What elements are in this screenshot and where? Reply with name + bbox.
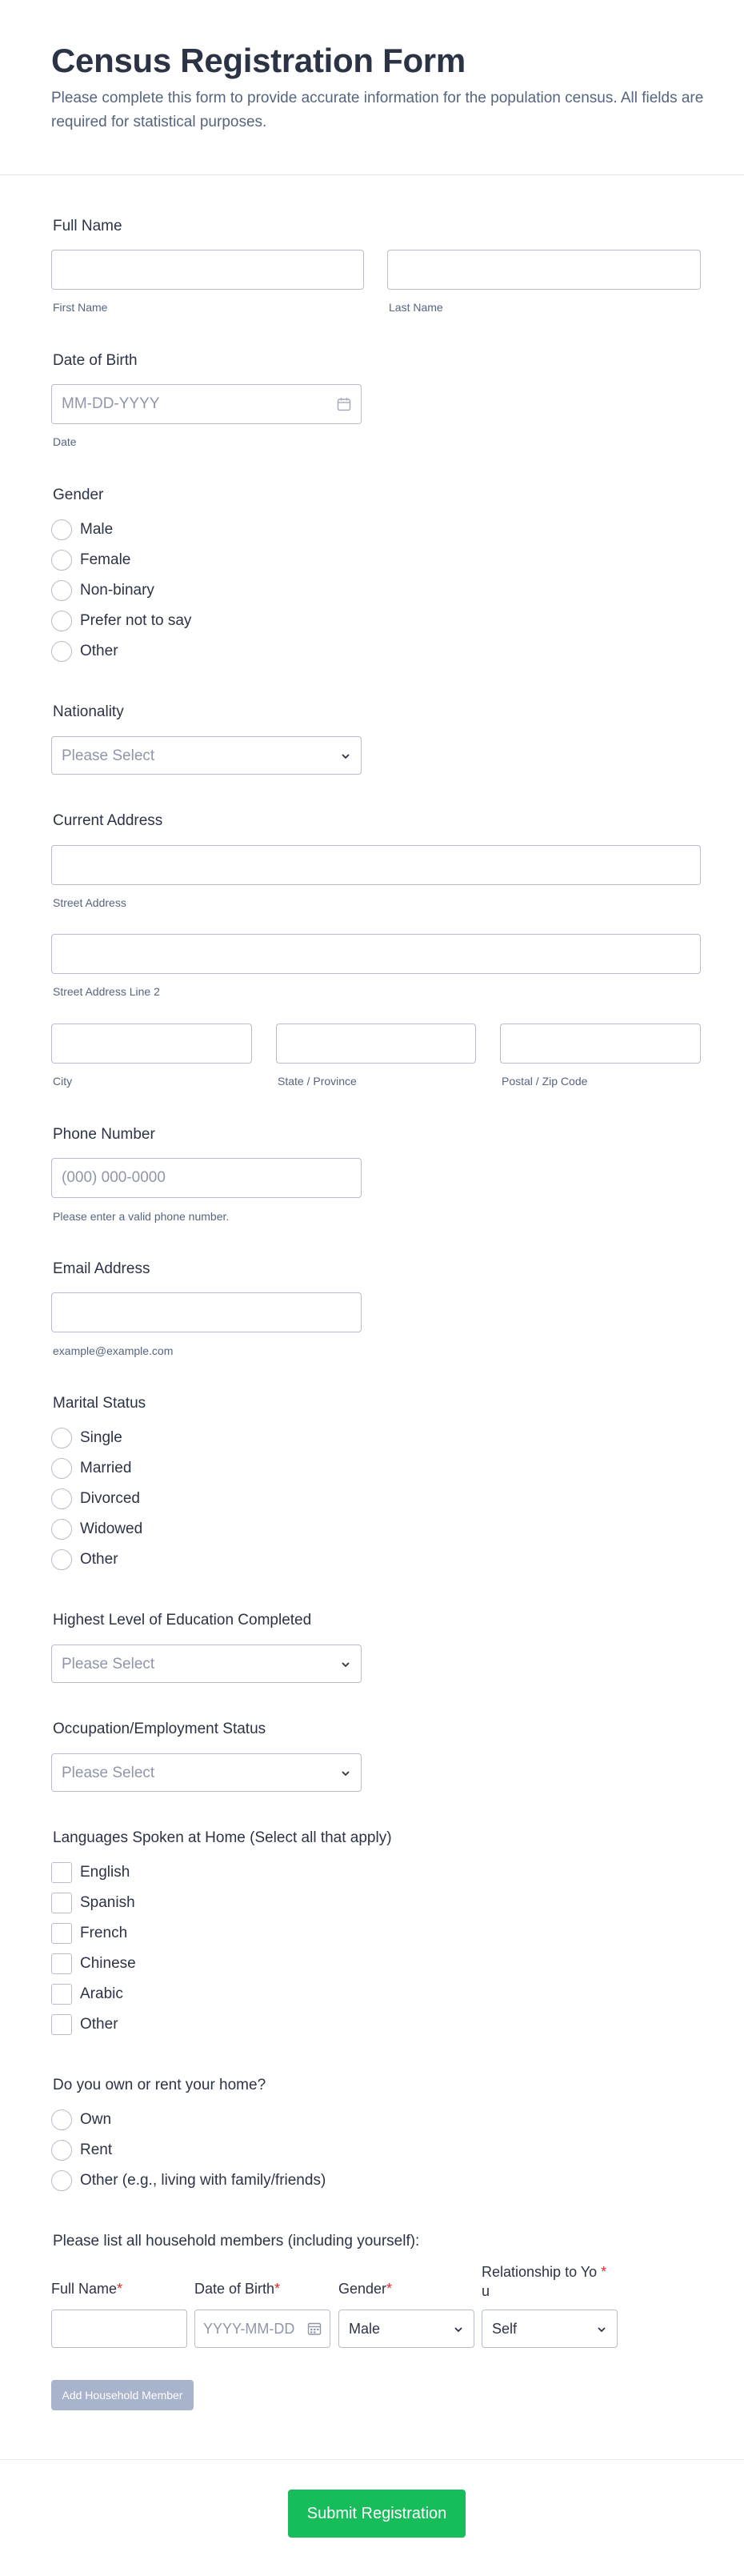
- radio-button[interactable]: [51, 580, 72, 601]
- submit-registration-button[interactable]: Submit Registration: [288, 2490, 466, 2538]
- option-label: French: [80, 1925, 128, 1941]
- form-subtitle: Please complete this form to provide accurate information for the population census. All fields are required for statistical purposes.: [51, 90, 704, 130]
- required-mark: *: [386, 2281, 393, 2297]
- radio-button[interactable]: [51, 1458, 72, 1479]
- household-gender-select[interactable]: [338, 2310, 474, 2348]
- radio-button[interactable]: [51, 2170, 72, 2191]
- option-label: Widowed: [80, 1520, 143, 1537]
- option-label: English: [80, 1864, 130, 1881]
- first-name-input[interactable]: [51, 250, 364, 290]
- add-household-member-button[interactable]: Add Household Member: [51, 2380, 194, 2410]
- nationality-placeholder: Please Select: [62, 747, 155, 764]
- street-address-line2-input[interactable]: [51, 934, 701, 974]
- household-relationship-value: Self: [492, 2321, 518, 2337]
- last-name-sublabel: Last Name: [389, 301, 443, 314]
- city-sublabel: City: [53, 1075, 73, 1088]
- radio-button[interactable]: [51, 1488, 72, 1509]
- chevron-down-icon: [340, 1659, 351, 1670]
- household-label: Please list all household members (including yourself):: [53, 2233, 420, 2249]
- radio-button[interactable]: [51, 519, 72, 540]
- radio-button[interactable]: [51, 641, 72, 662]
- radio-button[interactable]: [51, 611, 72, 631]
- zip-input[interactable]: [500, 1024, 701, 1064]
- street-address-line2-sublabel: Street Address Line 2: [53, 985, 160, 998]
- radio-button[interactable]: [51, 1519, 72, 1540]
- dob-input[interactable]: [51, 384, 362, 424]
- radio-button[interactable]: [51, 2140, 72, 2161]
- dob-label: Date of Birth: [53, 352, 138, 369]
- gender-label: Gender: [53, 487, 104, 503]
- option-label: Rent: [80, 2141, 113, 2158]
- dob-placeholder: MM-DD-YYYY: [62, 395, 160, 412]
- footer-divider: [0, 2459, 744, 2460]
- city-input[interactable]: [51, 1024, 252, 1064]
- option-label: Married: [80, 1460, 132, 1476]
- phone-label: Phone Number: [53, 1126, 155, 1143]
- household-dob-input[interactable]: [194, 2310, 330, 2348]
- option-label: Spanish: [80, 1894, 135, 1911]
- occupation-label: Occupation/Employment Status: [53, 1721, 266, 1737]
- form-header: [51, 38, 707, 134]
- dob-sublabel: Date: [53, 435, 77, 448]
- household-full-name-input[interactable]: [51, 2310, 187, 2348]
- calendar-icon[interactable]: [337, 397, 351, 411]
- radio-button[interactable]: [51, 1549, 72, 1570]
- option-label: Chinese: [80, 1955, 136, 1972]
- option-label: Other: [80, 2016, 118, 2033]
- household-col-relationship: [482, 2262, 618, 2301]
- col-label: Gender: [338, 2281, 387, 2297]
- education-select[interactable]: [51, 1645, 362, 1683]
- col-label: Relationship to Yo: [482, 2264, 598, 2280]
- household-col-full-name: [51, 2279, 122, 2298]
- header-divider: [0, 174, 744, 175]
- household-dob-placeholder: YYYY-MM-DD: [203, 2321, 295, 2337]
- chevron-down-icon: [340, 1768, 351, 1779]
- marital-status-label: Marital Status: [53, 1395, 146, 1412]
- option-label: Other: [80, 643, 118, 659]
- radio-button[interactable]: [51, 550, 72, 571]
- option-label: Prefer not to say: [80, 612, 192, 629]
- required-mark: *: [274, 2281, 281, 2297]
- option-label: Male: [80, 521, 114, 538]
- checkbox[interactable]: [51, 1893, 72, 1913]
- occupation-select[interactable]: [51, 1753, 362, 1792]
- state-sublabel: State / Province: [278, 1075, 357, 1088]
- option-label: Other (e.g., living with family/friends): [80, 2172, 326, 2189]
- email-label: Email Address: [53, 1260, 150, 1277]
- full-name-label: Full Name: [53, 218, 122, 234]
- home-ownership-label: Do you own or rent your home?: [53, 2077, 266, 2093]
- first-name-sublabel: First Name: [53, 301, 108, 314]
- languages-label: Languages Spoken at Home (Select all that apply): [53, 1829, 392, 1846]
- household-col-gender: [338, 2279, 392, 2298]
- option-label: Arabic: [80, 1985, 123, 2002]
- option-label: Female: [80, 551, 131, 568]
- col-label: Full Name: [51, 2281, 118, 2297]
- calendar-icon[interactable]: [307, 2322, 322, 2336]
- chevron-down-icon: [453, 2324, 464, 2335]
- phone-input[interactable]: [51, 1158, 362, 1198]
- email-input[interactable]: [51, 1292, 362, 1332]
- col-label: Date of Birth: [194, 2281, 275, 2297]
- household-col-dob: [194, 2279, 280, 2298]
- radio-button[interactable]: [51, 1428, 72, 1448]
- checkbox[interactable]: [51, 1953, 72, 1974]
- chevron-down-icon: [340, 751, 351, 762]
- option-label: Non-binary: [80, 582, 154, 599]
- household-gender-value: Male: [349, 2321, 381, 2337]
- occupation-placeholder: Please Select: [62, 1765, 155, 1781]
- option-label: Other: [80, 1551, 118, 1568]
- household-relationship-select[interactable]: [482, 2310, 618, 2348]
- zip-sublabel: Postal / Zip Code: [502, 1075, 588, 1088]
- street-address-sublabel: Street Address: [53, 896, 126, 909]
- radio-button[interactable]: [51, 2109, 72, 2130]
- state-input[interactable]: [276, 1024, 476, 1064]
- form-title: Census Registration Form: [51, 42, 466, 79]
- option-label: Own: [80, 2111, 112, 2128]
- phone-placeholder: (000) 000-0000: [62, 1169, 166, 1186]
- required-mark: *: [117, 2281, 123, 2297]
- education-placeholder: Please Select: [62, 1656, 155, 1673]
- checkbox[interactable]: [51, 1862, 72, 1883]
- chevron-down-icon: [596, 2324, 607, 2335]
- nationality-select[interactable]: [51, 736, 362, 775]
- checkbox[interactable]: [51, 1923, 72, 1944]
- col-label-wrap: u: [482, 2283, 490, 2299]
- education-label: Highest Level of Education Completed: [53, 1612, 312, 1629]
- street-address-input[interactable]: [51, 845, 701, 885]
- option-label: Single: [80, 1429, 122, 1446]
- phone-hint: Please enter a valid phone number.: [53, 1210, 230, 1223]
- checkbox[interactable]: [51, 2014, 72, 2035]
- email-hint: example@example.com: [53, 1344, 174, 1357]
- required-mark: *: [601, 2264, 607, 2280]
- nationality-label: Nationality: [53, 703, 124, 720]
- address-label: Current Address: [53, 812, 163, 829]
- last-name-input[interactable]: [387, 250, 701, 290]
- checkbox[interactable]: [51, 1984, 72, 2005]
- option-label: Divorced: [80, 1490, 140, 1507]
